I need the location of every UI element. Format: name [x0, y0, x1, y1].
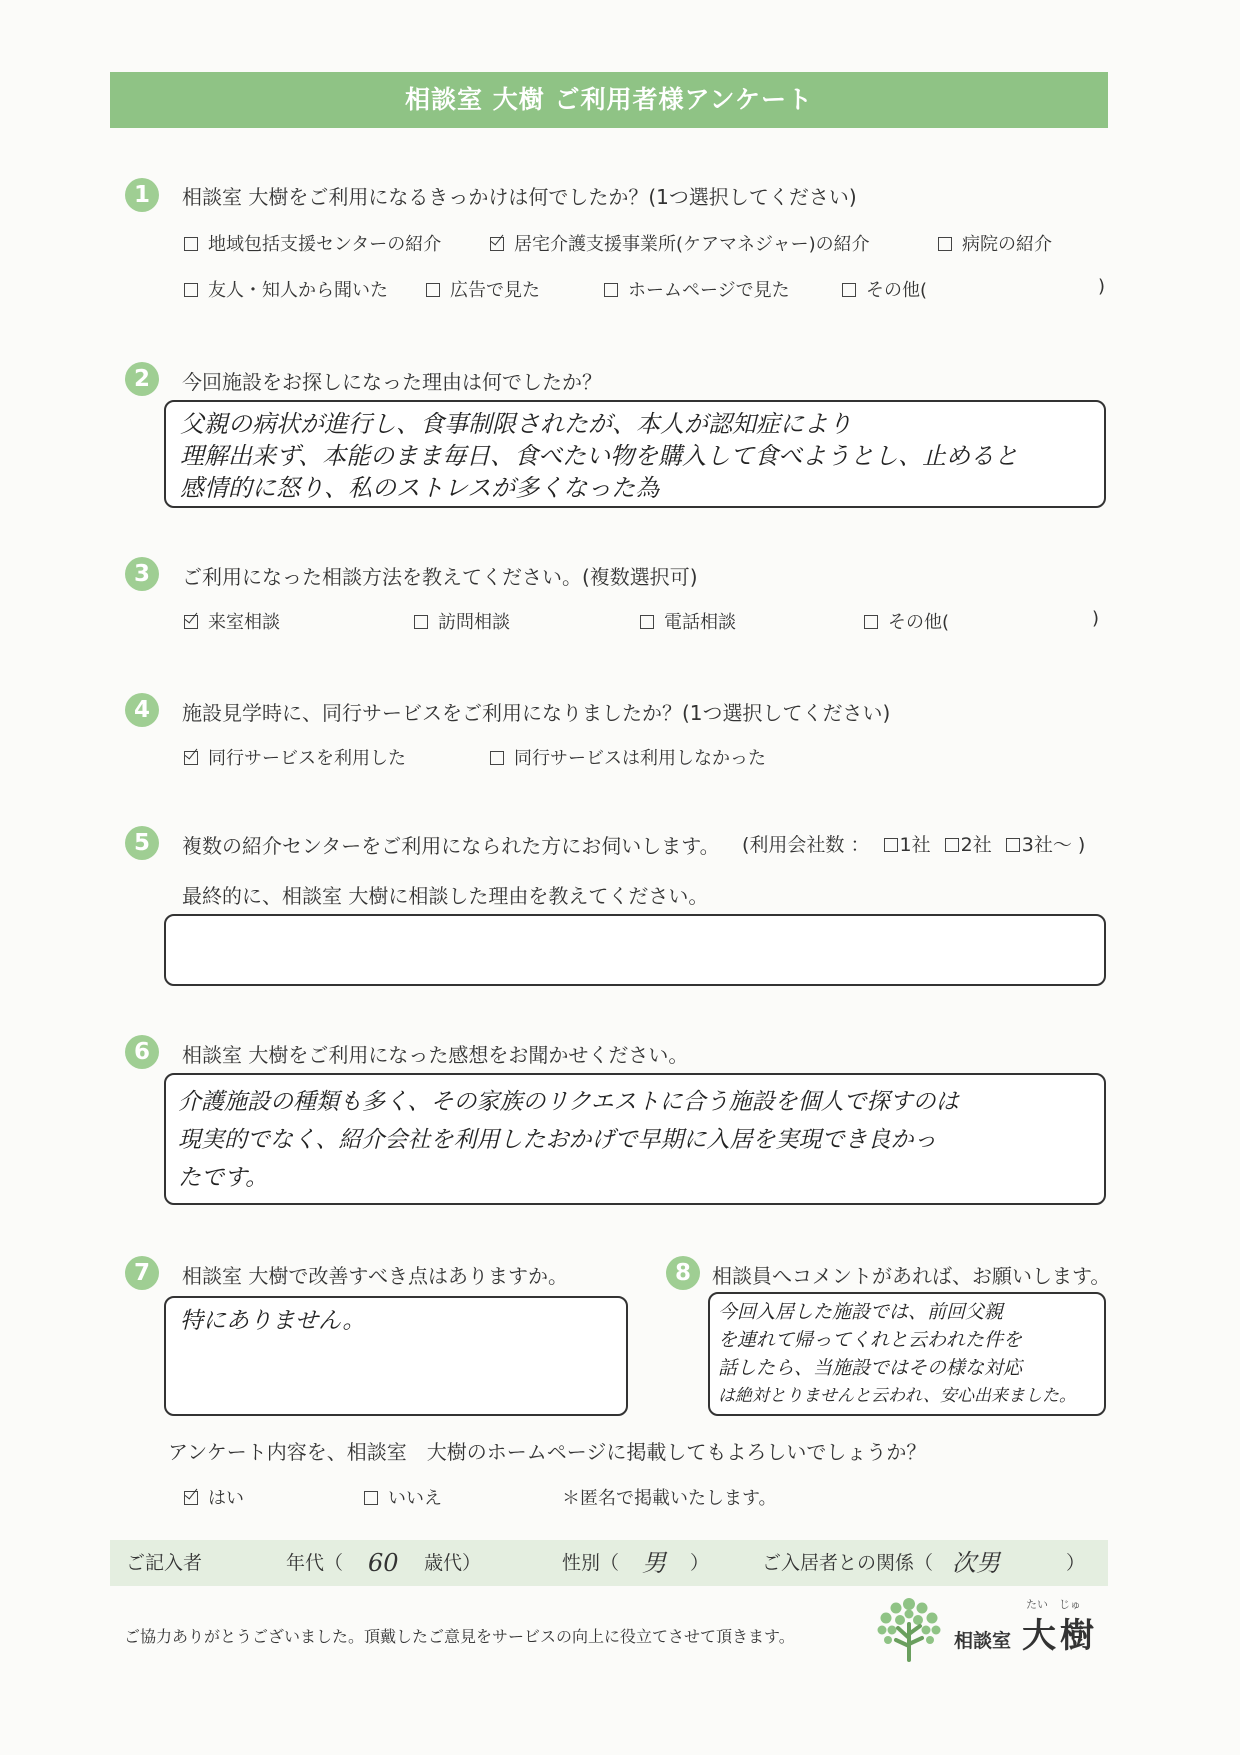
q8-answer-line: 今回入居した施設では、前回父親: [718, 1301, 1004, 1323]
q6-answer-line: 現実的でなく、紹介会社を利用したおかげで早期に入居を実現でき良かっ: [178, 1127, 937, 1153]
q8-answer-box[interactable]: [708, 1292, 1106, 1416]
checkbox-checked[interactable]: [184, 751, 198, 765]
question-8-text: 相談員へコメントがあれば、お願いします。: [712, 1264, 1111, 1288]
q3-other-close: ): [1092, 608, 1100, 629]
question-number-4: 4: [125, 693, 159, 727]
relation-label: ご入居者との関係（: [762, 1552, 934, 1574]
publish-yes-option[interactable]: はい: [184, 1484, 244, 1510]
q5-count-option[interactable]: 2社: [945, 834, 992, 856]
question-number-7: 7: [125, 1256, 159, 1290]
checkbox[interactable]: [1006, 838, 1020, 852]
question-6-text: 相談室 大樹をご利用になった感想をお聞かせください。: [182, 1043, 689, 1067]
q5-count-option[interactable]: 1社: [884, 834, 931, 856]
checkbox[interactable]: [884, 838, 898, 852]
question-number-2: 2: [125, 362, 159, 396]
logo-ruby-1: たい: [1026, 1598, 1048, 1611]
q2-answer-line: 理解出来ず、本能のまま毎日、食べたい物を購入して食べようとし、止めると: [180, 442, 1019, 470]
question-1-text: 相談室 大樹をご利用になるきっかけは何でしたか？(1つ選択してください): [182, 185, 857, 209]
q3-option-home-visit[interactable]: 訪問相談: [414, 608, 510, 634]
q4-option-not-used[interactable]: 同行サービスは利用しなかった: [490, 744, 766, 770]
q2-answer-box[interactable]: [164, 400, 1106, 508]
q8-answer-line: を連れて帰ってくれと云われた件を: [718, 1329, 1023, 1351]
question-3-text: ご利用になった相談方法を教えてください。(複数選択可): [182, 565, 698, 589]
respondent-info-bar: [110, 1540, 1108, 1586]
gender-label: 性別（: [562, 1552, 620, 1574]
question-number-3: 3: [125, 557, 159, 591]
q1-option-friend[interactable]: 友人・知人から聞いた: [184, 276, 388, 302]
question-7-text: 相談室 大樹で改善すべき点はありますか。: [182, 1264, 568, 1288]
checkbox[interactable]: [184, 283, 198, 297]
relation-close: ）: [1066, 1552, 1086, 1574]
checkbox[interactable]: [604, 283, 618, 297]
checkbox[interactable]: [426, 283, 440, 297]
gender-value[interactable]: 男: [642, 1549, 666, 1577]
checkbox[interactable]: [364, 1491, 378, 1505]
q6-answer-line: たです。: [178, 1165, 269, 1191]
checkbox[interactable]: [945, 838, 959, 852]
checkbox[interactable]: [640, 615, 654, 629]
checkbox[interactable]: [938, 237, 952, 251]
q4-option-used[interactable]: 同行サービスを利用した: [184, 744, 406, 770]
q3-option-phone[interactable]: 電話相談: [640, 608, 736, 634]
publish-no-option[interactable]: いいえ: [364, 1484, 442, 1510]
q1-other-close: ): [1098, 276, 1106, 297]
question-4-text: 施設見学時に、同行サービスをご利用になりましたか？(1つ選択してください): [182, 701, 891, 725]
q3-option-other[interactable]: その他(: [864, 608, 949, 634]
q7-answer-box[interactable]: [164, 1296, 628, 1416]
q8-answer-line: は絶対とりませんと云われ、安心出来ました。: [718, 1386, 1077, 1406]
question-2-text: 今回施設をお探しになった理由は何でしたか？: [182, 370, 602, 394]
relation-value[interactable]: 次男: [952, 1549, 1000, 1577]
checkbox-checked[interactable]: [490, 237, 504, 251]
q3-option-visit-office[interactable]: 来室相談: [184, 608, 280, 634]
q5-answer-box[interactable]: [164, 914, 1106, 986]
q1-option-care-manager[interactable]: 居宅介護支援事業所(ケアマネジャー)の紹介: [490, 230, 870, 256]
q5-company-count: (利用会社数 ： 1社 2社 3社〜 ): [742, 834, 1086, 856]
checkbox[interactable]: [842, 283, 856, 297]
footer-thanks: ご協力ありがとうございました。頂戴したご意見をサービスの向上に役立てさせて頂きます。: [124, 1627, 795, 1646]
checkbox[interactable]: [864, 615, 878, 629]
age-value[interactable]: 60: [368, 1549, 399, 1577]
q6-answer-box[interactable]: [164, 1073, 1106, 1205]
q6-answer-line: 介護施設の種類も多く、その家族のリクエストに合う施設を個人で探すのは: [178, 1089, 959, 1115]
tree-icon: [876, 1594, 942, 1664]
q2-answer-line: 感情的に怒り、私のストレスが多くなった為: [180, 474, 660, 502]
checkbox[interactable]: [184, 237, 198, 251]
gender-close: ）: [690, 1552, 710, 1574]
checkbox[interactable]: [490, 751, 504, 765]
logo-ruby-2: じゅ: [1059, 1598, 1081, 1611]
q1-option-community-center[interactable]: 地域包括支援センターの紹介: [184, 230, 441, 256]
survey-title: 相談室 大樹 ご利用者様アンケート: [110, 72, 1108, 128]
respondent-label: ご記入者: [126, 1552, 203, 1574]
question-number-1: 1: [125, 178, 159, 212]
q5-count-option[interactable]: 3社〜: [1006, 834, 1072, 856]
q1-option-hospital[interactable]: 病院の紹介: [938, 230, 1052, 256]
checkbox-checked[interactable]: [184, 615, 198, 629]
q7-answer-line: 特にありません。: [180, 1308, 366, 1334]
logo-text-small: 相談室: [954, 1630, 1012, 1652]
q1-option-ad[interactable]: 広告で見た: [426, 276, 540, 302]
q1-option-homepage[interactable]: ホームページで見た: [604, 276, 790, 302]
q1-option-other[interactable]: その他(: [842, 276, 927, 302]
publish-question: アンケート内容を、相談室 大樹のホームページに掲載してもよろしいでしょうか？: [168, 1440, 927, 1464]
age-suffix: 歳代）: [424, 1552, 482, 1574]
brand-logo: [876, 1594, 1116, 1664]
question-5-subtext: 最終的に、相談室 大樹に相談した理由を教えてください。: [182, 884, 709, 908]
question-5-text: 複数の紹介センターをご利用になられた方にお伺いします。: [182, 834, 720, 858]
checkbox[interactable]: [414, 615, 428, 629]
age-label: 年代（: [286, 1552, 344, 1574]
question-number-6: 6: [125, 1035, 159, 1069]
anonymous-note: ＊匿名で掲載いたします。: [562, 1488, 777, 1509]
checkbox-checked[interactable]: [184, 1491, 198, 1505]
q8-answer-line: 話したら、当施設ではその様な対応: [718, 1357, 1023, 1379]
logo-text-large: 大樹: [1022, 1616, 1098, 1656]
question-number-8: 8: [666, 1256, 700, 1290]
q2-answer-line: 父親の病状が進行し、食事制限されたが、本人が認知症により: [180, 410, 852, 438]
question-number-5: 5: [125, 826, 159, 860]
